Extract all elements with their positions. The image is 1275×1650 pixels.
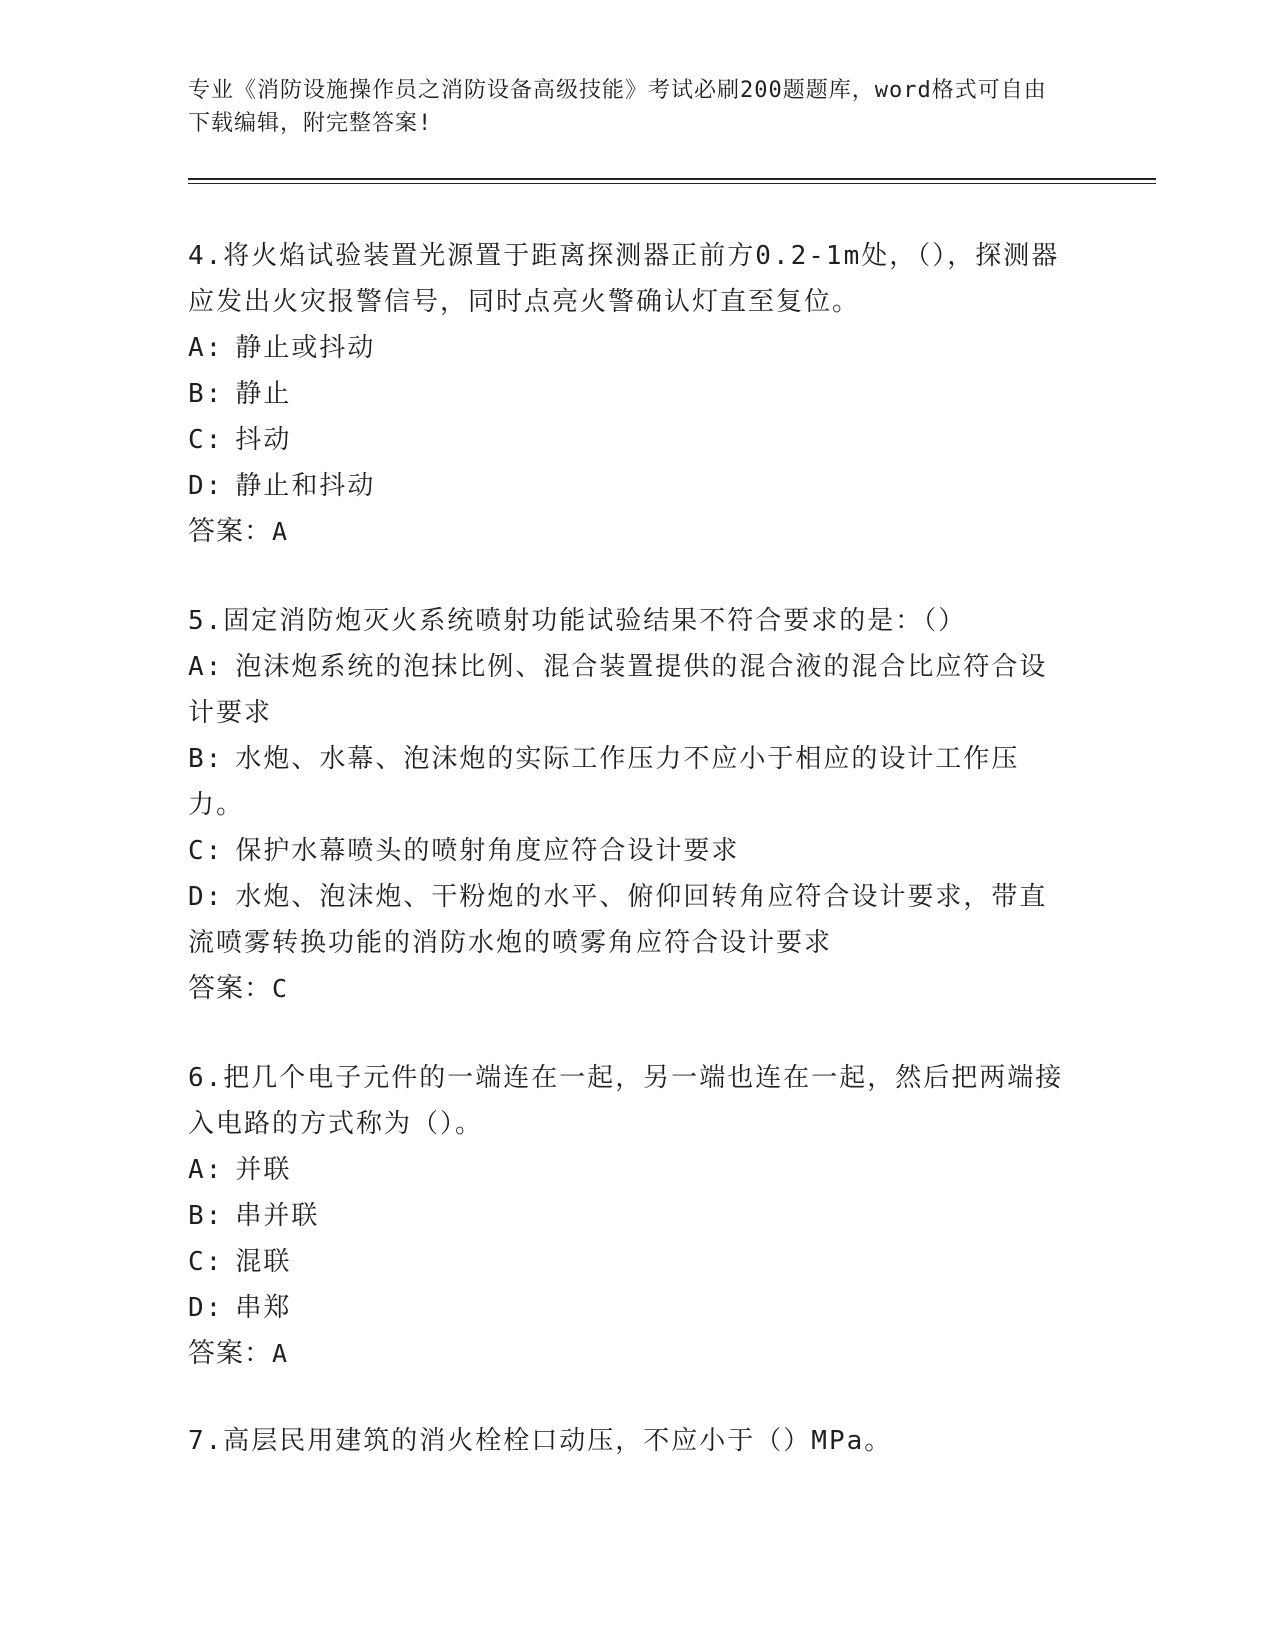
- option-a: [188, 1147, 1073, 1193]
- option-b: [188, 371, 1073, 417]
- header-intro: 专业《消防设施操作员之消防设备高级技能》考试必刷200题题库，word格式可自由下载编辑，附完整答案!: [188, 78, 1047, 136]
- header-divider: [188, 178, 1156, 180]
- question-stem: 7.高层民用建筑的消火栓栓口动压，不应小于（）MPa。: [188, 1426, 893, 1456]
- option-a: [188, 325, 1073, 371]
- option-text: 串郑: [235, 1293, 292, 1323]
- option-d: [188, 463, 1073, 509]
- answer-line: [188, 1331, 1073, 1377]
- option-text: 水炮、水幕、泡沫炮的实际工作压力不应小于相应的设计工作压力。: [188, 744, 1020, 820]
- option-letter: C:: [188, 1247, 224, 1277]
- option-a: [188, 644, 1073, 736]
- option-text: 保护水幕喷头的喷射角度应符合设计要求: [235, 836, 740, 866]
- option-letter: A:: [188, 1155, 224, 1185]
- option-letter: C:: [188, 836, 224, 866]
- option-letter: D:: [188, 882, 224, 912]
- question-5: [188, 598, 1073, 1012]
- option-text: 抖动: [235, 425, 292, 455]
- option-c: [188, 1239, 1073, 1285]
- option-letter: B:: [188, 744, 224, 774]
- option-letter: A:: [188, 333, 224, 363]
- option-letter: C:: [188, 425, 224, 455]
- option-text: 泡沫炮系统的泡抹比例、混合装置提供的混合液的混合比应符合设计要求: [188, 652, 1048, 728]
- question-stem: 6.把几个电子元件的一端连在一起，另一端也连在一起，然后把两端接入电路的方式称为（）。: [188, 1063, 1064, 1139]
- option-letter: D:: [188, 471, 224, 501]
- option-d: [188, 1285, 1073, 1331]
- option-b: [188, 1193, 1073, 1239]
- answer-value: A: [272, 517, 289, 546]
- option-text: 水炮、泡沫炮、干粉炮的水平、俯仰回转角应符合设计要求，带直流喷雾转换功能的消防水炮的喷雾角应符合设计要求: [188, 882, 1048, 958]
- answer-value: C: [272, 974, 289, 1003]
- answer-line: [188, 509, 1073, 555]
- question-stem: 4.将火焰试验装置光源置于距离探测器正前方0.2-1m处，（），探测器应发出火灾报警信号，同时点亮火警确认灯直至复位。: [188, 241, 1060, 317]
- answer-label: 答案：: [188, 516, 272, 547]
- question-stem: 5.固定消防炮灭火系统喷射功能试验结果不符合要求的是：（）: [188, 606, 967, 636]
- answer-label: 答案：: [188, 1338, 272, 1369]
- question-4: [188, 233, 1073, 555]
- option-text: 串并联: [235, 1201, 320, 1231]
- option-letter: A:: [188, 652, 224, 682]
- option-letter: B:: [188, 379, 224, 409]
- option-letter: B:: [188, 1201, 224, 1231]
- answer-value: A: [272, 1339, 289, 1368]
- option-b: [188, 736, 1073, 828]
- header-divider-thin: [188, 183, 1156, 184]
- option-text: 静止和抖动: [235, 471, 376, 501]
- answer-label: 答案：: [188, 973, 272, 1004]
- question-7: [188, 1418, 1073, 1464]
- answer-line: [188, 966, 1073, 1012]
- option-c: [188, 828, 1073, 874]
- option-text: 混联: [235, 1247, 292, 1277]
- option-text: 并联: [235, 1155, 292, 1185]
- option-d: [188, 874, 1073, 966]
- option-text: 静止: [235, 379, 292, 409]
- option-c: [188, 417, 1073, 463]
- option-letter: D:: [188, 1293, 224, 1323]
- option-text: 静止或抖动: [235, 333, 376, 363]
- question-6: [188, 1055, 1073, 1377]
